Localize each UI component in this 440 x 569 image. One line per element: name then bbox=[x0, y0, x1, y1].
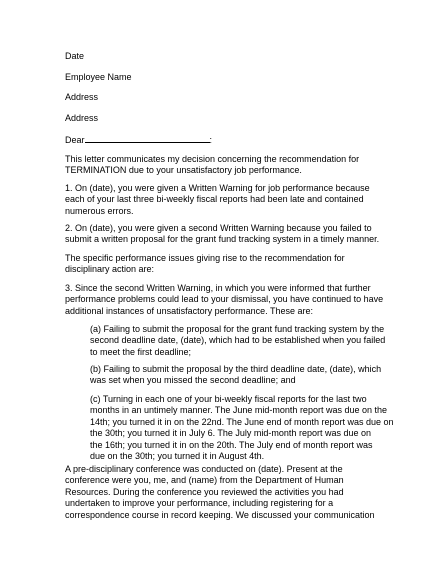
sub-item-c-line: the 30th; you turned it in July 6. The July mid-month report was due on bbox=[90, 428, 371, 439]
recipient-blank bbox=[85, 133, 210, 143]
sub-item-c-line: months in an untimely manner. The June mid-month report was due on the bbox=[90, 405, 387, 416]
sub-item-c bbox=[90, 394, 394, 462]
issues-paragraph bbox=[65, 253, 375, 276]
conference-line: correspondence course in record keeping. We discussed your communication bbox=[65, 509, 375, 520]
item-3-line: performance problems could lead to your dismissal, you have continued to have bbox=[65, 294, 384, 305]
intro-line: TERMINATION due to your unsatisfactory job performance. bbox=[65, 165, 302, 176]
salutation-suffix: : bbox=[209, 135, 213, 145]
item-3-paragraph bbox=[65, 283, 384, 317]
salutation-prefix: Dear bbox=[65, 135, 85, 145]
sub-item-c-line: the 16th; you turned it in on the 20th. The July end of month report was bbox=[90, 439, 373, 450]
conference-paragraph bbox=[65, 464, 375, 521]
issues-line: disciplinary action are: bbox=[65, 264, 155, 275]
item-2-paragraph bbox=[65, 223, 380, 246]
conference-line: conference were you, me, and (name) from the Department of Human bbox=[65, 475, 344, 486]
sub-item-a-line: to meet the first deadline; bbox=[90, 346, 192, 357]
item-1-line: each of your last three bi-weekly fiscal reports had been late and contained bbox=[65, 194, 364, 205]
address-line-1: Address bbox=[65, 92, 99, 102]
conference-line: A pre-disciplinary conference was conducted on (date). Present at the bbox=[65, 464, 343, 474]
conference-line: Resources. During the conference you reviewed the activities you had bbox=[65, 486, 344, 497]
sub-item-b-line: was set when you missed the second deadline; and bbox=[90, 375, 296, 386]
item-1-line: 1. On (date), you were given a Written Warning for job performance because bbox=[65, 183, 370, 193]
sub-item-c-line: 14th; you turned it in on the 22nd. The June end of month report was due on bbox=[90, 416, 394, 427]
sub-item-a-line: (a) Failing to submit the proposal for the grant fund tracking system by the bbox=[90, 324, 385, 334]
address-line-2: Address bbox=[65, 113, 99, 123]
date-line: Date bbox=[65, 51, 85, 61]
sub-item-b bbox=[90, 364, 380, 387]
conference-line: undertaken to improve your performance, including registering for a bbox=[65, 498, 334, 509]
item-2-line: 2. On (date), you were given a second Written Warning because you failed to bbox=[65, 223, 372, 233]
sub-item-b-line: (b) Failing to submit the proposal by the third deadline date, (date), which bbox=[90, 364, 382, 374]
item-2-line: submit a written proposal for the grant fund tracking system in a timely manner. bbox=[65, 234, 380, 245]
salutation bbox=[65, 133, 375, 146]
sub-item-c-line: due on the 30th; you turned it in August 4th. bbox=[90, 451, 265, 462]
item-1-paragraph bbox=[65, 183, 375, 217]
sub-item-a bbox=[90, 324, 386, 358]
employee-name-line: Employee Name bbox=[65, 72, 132, 82]
item-3-line: 3. Since the second Written Warning, in which you were informed that further bbox=[65, 283, 371, 293]
intro-line: This letter communicates my decision concerning the recommendation for bbox=[65, 154, 360, 164]
intro-paragraph bbox=[65, 154, 375, 177]
item-1-line: numerous errors. bbox=[65, 205, 134, 216]
item-3-line: additional instances of unsatisfactory performance. These are: bbox=[65, 305, 313, 316]
sub-item-c-line: (c) Turning in each one of your bi-weekly fiscal reports for the last two bbox=[90, 394, 367, 404]
sub-item-a-line: second deadline date, (date), which had to be established when you failed bbox=[90, 335, 386, 346]
issues-line: The specific performance issues giving rise to the recommendation for bbox=[65, 253, 345, 263]
